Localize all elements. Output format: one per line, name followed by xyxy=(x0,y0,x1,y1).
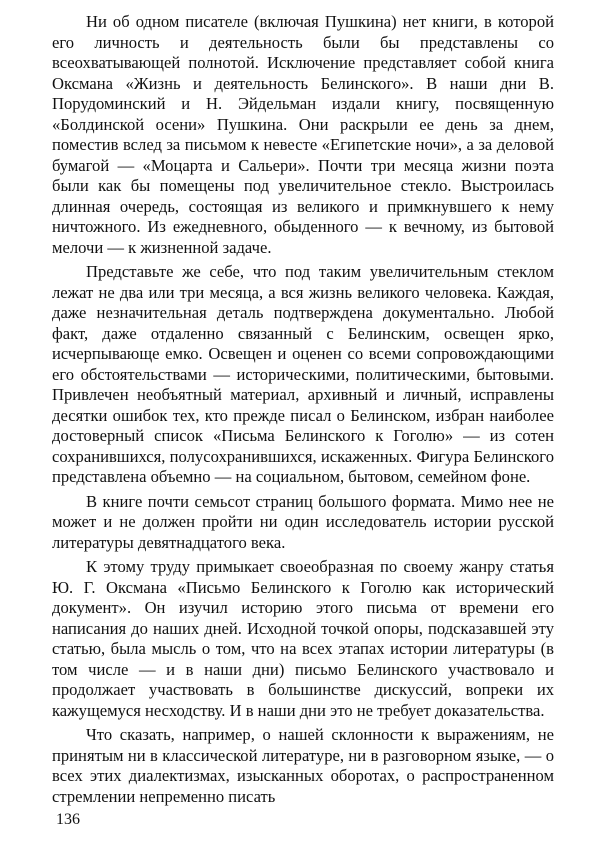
paragraph-3: В книге почти семьсот страниц большого формата. Мимо нее не может и не должен пройти ни один исследователь истории русской литературы девятнадцатого века. xyxy=(52,491,554,552)
paragraph-5: Что сказать, например, о нашей склонности к выражениям, не принятым ни в классической литературе, ни в разговорном языке, — о всех этих диалектизмах, изысканных оборотах, о распространенном стремлении непременно писать xyxy=(52,725,554,806)
page-number: 136 xyxy=(56,811,80,828)
paragraph-4: К этому труду примыкает своеобразная по своему жанру статья Ю. Г. Оксмана «Письмо Белинского к Гоголю как исторический документ». Он изучил историю этого письма от времени его написания до наших дней. Исходной точкой опоры, подсказавшей эту статью, была мысль о том, что на всех этапах истории литературы (в том числе — и в наши дни) письмо Белинского участвовало и продолжает участвовать в большинстве дискуссий, вопреки их кажущемуся несходству. И в наши дни это не требует доказательства. xyxy=(52,557,554,720)
paragraph-2: Представьте же себе, что под таким увеличительным стеклом лежат не два или три месяца, а вся жизнь великого человека. Каждая, даже незначительная деталь подтверждена документально. Любой факт, даже отдаленно связанный с Белинским, освещен ярко, исчерпывающе емко. Освещен и оценен со всеми сопровождающими его обстоятельствами — историческими, политическими, бытовыми. Привлечен необъятный материал, архивный и личный, исправлены десятки ошибок тех, кто прежде писал о Белинском, избран наиболее достоверный список «Письма Белинского к Гоголю» — из сотен сохранившихся, полусохранившихся, искаженных. Фигура Белинского представлена объемно — на социальном, бытовом, семейном фоне. xyxy=(52,262,554,486)
paragraph-1: Ни об одном писателе (включая Пушкина) нет книги, в которой его личность и деятельность были бы представлены со всеохватывающей полнотой. Исключение представляет собой книга Оксмана «Жизнь и деятельность Белинского». В наши дни В. Порудоминский и Н. Эйдельман издали книгу, посвященную «Болдинской осени» Пушкина. Они раскрыли ее день за днем, поместив вслед за письмом к невесте «Египетские ночи», а за деловой бумагой — «Моцарта и Сальери». Почти три месяца жизни поэта были как бы помещены под увеличительное стекло. Выстроилась длинная очередь, состоящая из великого и примкнувшего к нему ничтожного. Из ежедневного, обыденного — к вечному, из бытовой мелочи — к жизненной задаче. xyxy=(52,12,554,257)
page-body xyxy=(52,12,554,811)
